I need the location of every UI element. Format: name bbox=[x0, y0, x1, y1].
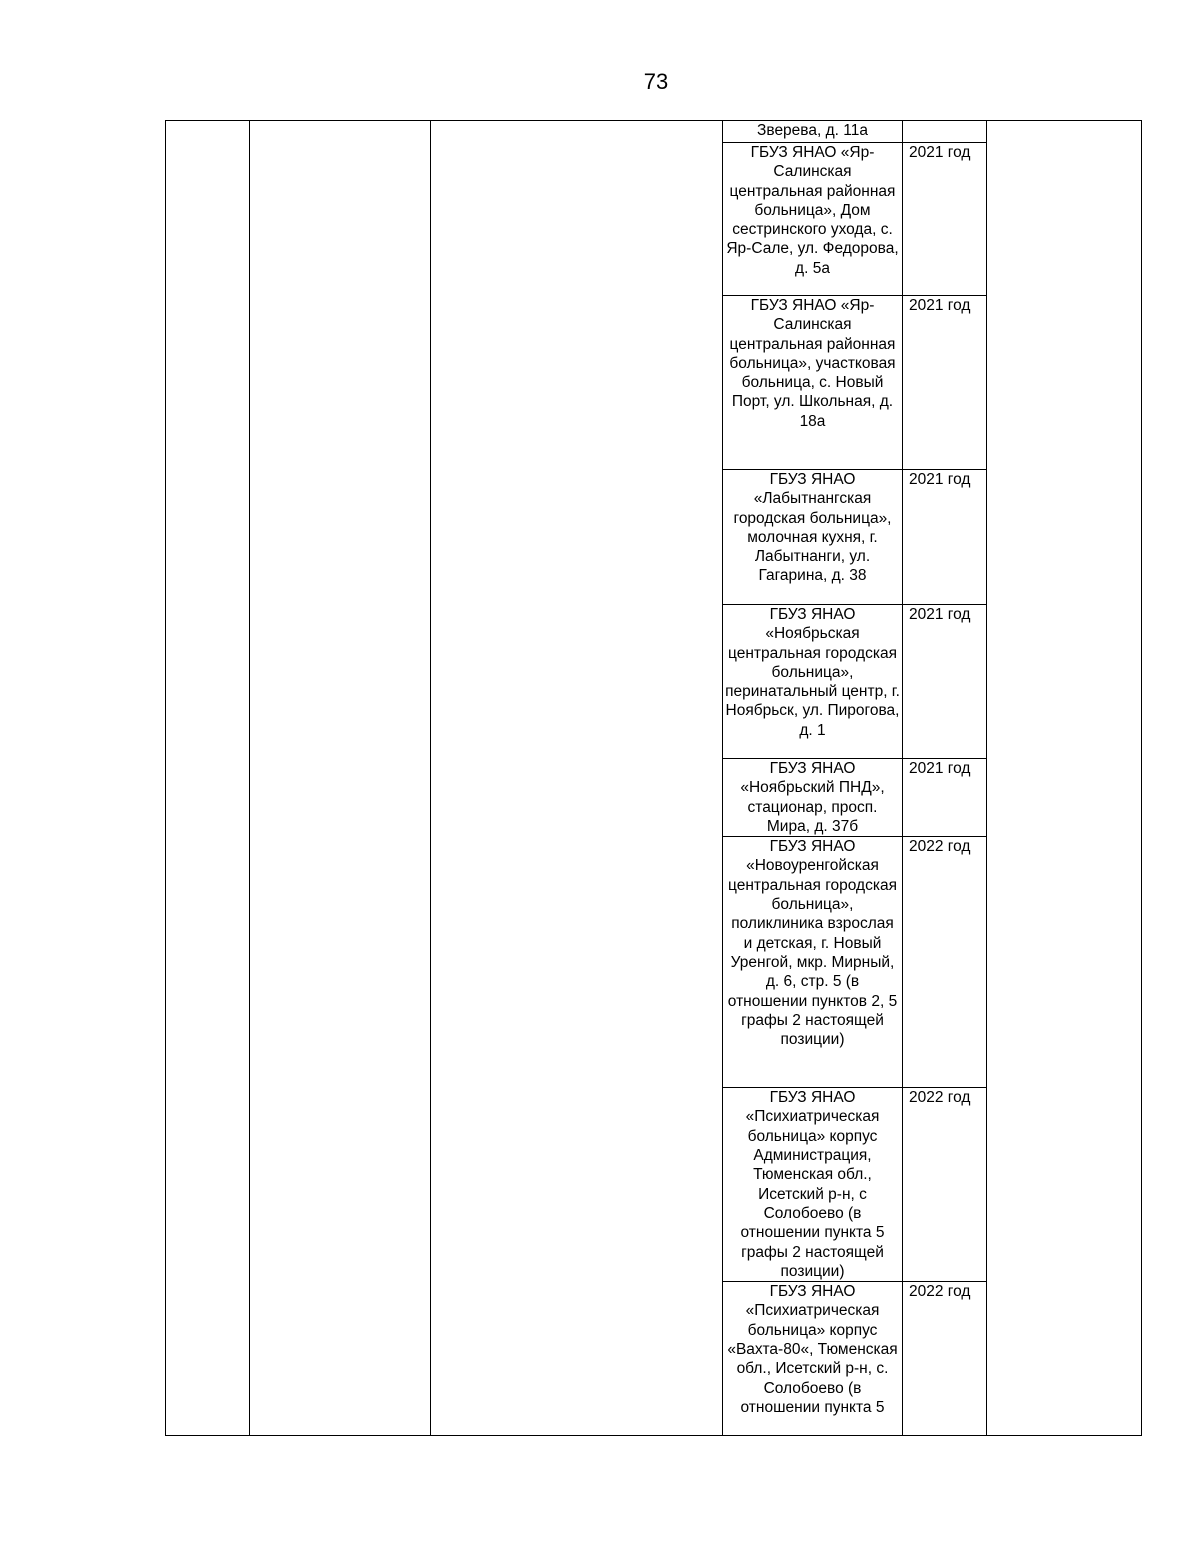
table-cell-year: 2021 год bbox=[903, 759, 987, 837]
table-cell-col3 bbox=[431, 121, 723, 1436]
table-cell-year bbox=[903, 121, 987, 143]
table-cell-year: 2022 год bbox=[903, 1088, 987, 1282]
table-cell-year: 2022 год bbox=[903, 837, 987, 1088]
table-cell-address: ГБУЗ ЯНАО «Психиатрическая больница» корпус Администрация, Тюменская обл., Исетский р-н, с Солобоево (в отношении пункта 5 графы 2 настоящей позиции) bbox=[723, 1088, 903, 1282]
table-cell-year: 2021 год bbox=[903, 143, 987, 296]
table-cell-year: 2021 год bbox=[903, 470, 987, 605]
page-number: 73 bbox=[643, 69, 669, 94]
table-cell-address: Зверева, д. 11а bbox=[723, 121, 903, 143]
table-row bbox=[166, 121, 1142, 143]
table-cell-address: ГБУЗ ЯНАО «Яр-Салинская центральная районная больница», участковая больница, с. Новый Порт, ул. Школьная, д. 18а bbox=[723, 296, 903, 470]
table-cell-address: ГБУЗ ЯНАО «Новоуренгойская центральная городская больница», поликлиника взрослая и детская, г. Новый Уренгой, мкр. Мирный, д. 6, стр. 5 (в отношении пунктов 2, 5 графы 2 настоящей позиции) bbox=[723, 837, 903, 1088]
table-cell-address: ГБУЗ ЯНАО «Лабытнангская городская больница», молочная кухня, г. Лабытнанги, ул. Гагарина, д. 38 bbox=[723, 470, 903, 605]
table-cell-year: 2021 год bbox=[903, 605, 987, 759]
table-cell-col2 bbox=[250, 121, 431, 1436]
table-cell-col1 bbox=[166, 121, 250, 1436]
table-cell-year: 2021 год bbox=[903, 296, 987, 470]
table-cell-address: ГБУЗ ЯНАО «Яр-Салинская центральная районная больница», Дом сестринского ухода, с. Яр-Сале, ул. Федорова, д. 5а bbox=[723, 143, 903, 296]
table-cell-address: ГБУЗ ЯНАО «Психиатрическая больница» корпус «Вахта-80«, Тюменская обл., Исетский р-н, с. Солобоево (в отношении пункта 5 bbox=[723, 1282, 903, 1436]
table-cell-col6 bbox=[987, 121, 1142, 1436]
table-cell-address: ГБУЗ ЯНАО «Ноябрьская центральная городская больница», перинатальный центр, г. Ноябрьск, ул. Пирогова, д. 1 bbox=[723, 605, 903, 759]
data-table bbox=[165, 120, 1142, 1436]
table-cell-year: 2022 год bbox=[903, 1282, 987, 1436]
table-cell-address: ГБУЗ ЯНАО «Ноябрьский ПНД», стационар, просп. Мира, д. 37б bbox=[723, 759, 903, 837]
